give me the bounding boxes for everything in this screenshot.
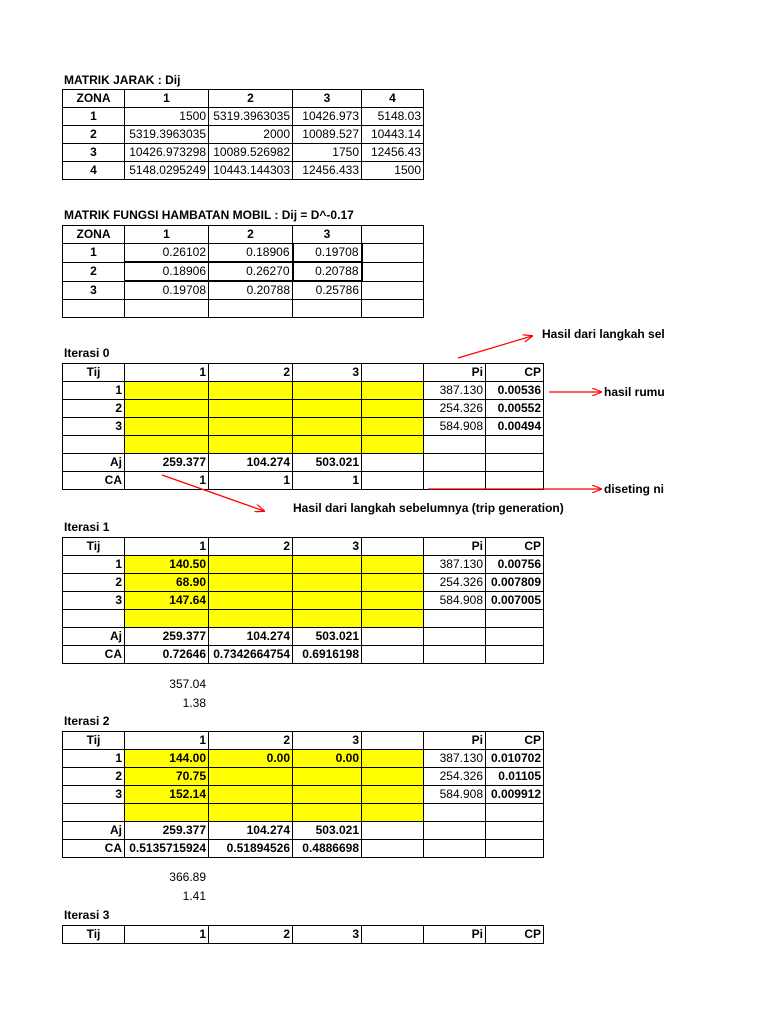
row-label[interactable]: 1 — [63, 382, 125, 400]
table-cell[interactable]: 1500 — [362, 162, 424, 180]
header-cell[interactable]: 3 — [293, 364, 362, 382]
table-cell[interactable]: 5148.0295249 — [125, 162, 209, 180]
header-cell[interactable]: 1 — [125, 732, 209, 750]
header-cell[interactable]: 2 — [209, 226, 293, 244]
header-cell[interactable]: 2 — [209, 90, 293, 108]
iterasi-2-ratio[interactable]: 1.41 — [182, 889, 206, 903]
header-cell[interactable]: 3 — [293, 732, 362, 750]
table-cell[interactable]: 387.130 — [424, 556, 486, 574]
annotation-note-1: Hasil dari langkah sel — [542, 327, 665, 341]
table-cell[interactable]: 12456.43 — [362, 144, 424, 162]
header-cell[interactable]: CP — [486, 364, 544, 382]
header-cell[interactable]: 2 — [209, 538, 293, 556]
table-cell[interactable]: 10426.973 — [293, 108, 362, 126]
table-cell[interactable]: 0.18906 — [209, 244, 293, 263]
table-cell[interactable]: 0.6916198 — [293, 646, 362, 664]
table-cell[interactable]: 104.274 — [209, 822, 293, 840]
table-cell[interactable]: 68.90 — [125, 574, 209, 592]
header-cell[interactable]: Pi — [424, 538, 486, 556]
table-cell[interactable]: 0.72646 — [125, 646, 209, 664]
table-cell[interactable]: 5319.3963035 — [125, 126, 209, 144]
table-cell[interactable]: 259.377 — [125, 628, 209, 646]
header-cell[interactable]: 1 — [125, 926, 209, 944]
header-cell[interactable]: 3 — [293, 538, 362, 556]
table-cell[interactable]: 387.130 — [424, 382, 486, 400]
table-cell[interactable]: 0.00536 — [486, 382, 544, 400]
table-cell[interactable]: 0.010702 — [486, 750, 544, 768]
table-cell[interactable]: 0.007005 — [486, 592, 544, 610]
header-cell[interactable]: ZONA — [63, 90, 125, 108]
table-cell[interactable]: 0.00756 — [486, 556, 544, 574]
table-cell[interactable]: 503.021 — [293, 628, 362, 646]
header-cell[interactable]: ZONA — [63, 226, 125, 244]
annotation-note-2: hasil rumu — [604, 385, 665, 399]
header-cell[interactable]: 2 — [209, 732, 293, 750]
header-cell[interactable]: 1 — [125, 538, 209, 556]
table-cell[interactable]: 0.19708 — [293, 244, 362, 263]
table-cell[interactable]: 104.274 — [209, 628, 293, 646]
table-cell[interactable]: 584.908 — [424, 786, 486, 804]
header-cell[interactable]: 1 — [125, 364, 209, 382]
row-label[interactable]: 1 — [63, 750, 125, 768]
table-cell[interactable]: 0.4886698 — [293, 840, 362, 858]
table-cell[interactable]: 503.021 — [293, 822, 362, 840]
zone-cell[interactable]: 4 — [63, 162, 125, 180]
header-cell[interactable]: Pi — [424, 364, 486, 382]
table-cell[interactable]: 259.377 — [125, 454, 209, 472]
row-label[interactable]: 2 — [63, 400, 125, 418]
iterasi-1-sum[interactable]: 357.04 — [169, 677, 206, 691]
zone-cell[interactable]: 2 — [63, 126, 125, 144]
table-cell[interactable]: 70.75 — [125, 768, 209, 786]
header-cell[interactable]: 3 — [293, 926, 362, 944]
header-cell[interactable]: CP — [486, 538, 544, 556]
row-label[interactable]: 3 — [63, 786, 125, 804]
table-cell[interactable]: 5319.3963035 — [209, 108, 293, 126]
table-cell[interactable]: 12456.433 — [293, 162, 362, 180]
header-cell[interactable]: Tij — [63, 926, 125, 944]
table-cell[interactable]: 254.326 — [424, 768, 486, 786]
table-cell[interactable]: 259.377 — [125, 822, 209, 840]
row-label[interactable]: CA — [63, 646, 125, 664]
header-cell[interactable]: 1 — [125, 226, 209, 244]
header-cell[interactable]: Tij — [63, 732, 125, 750]
row-label[interactable]: 3 — [63, 592, 125, 610]
header-cell[interactable]: Pi — [424, 926, 486, 944]
row-label[interactable]: 2 — [63, 768, 125, 786]
table-cell[interactable]: 0.20788 — [209, 281, 293, 300]
table-cell[interactable]: 10089.527 — [293, 126, 362, 144]
table-cell[interactable]: 10089.526982 — [209, 144, 293, 162]
zone-cell[interactable]: 3 — [63, 144, 125, 162]
matrik-jarak-title: MATRIK JARAK : Dij — [64, 73, 181, 87]
table-cell[interactable]: 0.00552 — [486, 400, 544, 418]
table-cell[interactable]: 503.021 — [293, 454, 362, 472]
table-cell[interactable]: 0.7342664754 — [209, 646, 293, 664]
zone-cell[interactable]: 3 — [63, 281, 125, 300]
iterasi-0-title: Iterasi 0 — [64, 346, 110, 360]
table-cell[interactable]: 1750 — [293, 144, 362, 162]
table-cell[interactable]: 0.26270 — [209, 262, 293, 281]
iterasi-3-title: Iterasi 3 — [64, 908, 110, 922]
header-cell[interactable]: Tij — [63, 364, 125, 382]
row-label[interactable]: CA — [63, 840, 125, 858]
zone-cell[interactable]: 1 — [63, 244, 125, 263]
table-cell[interactable]: 584.908 — [424, 418, 486, 436]
header-cell[interactable]: 3 — [293, 90, 362, 108]
table-cell[interactable]: 0.19708 — [125, 281, 209, 300]
table-cell[interactable]: 254.326 — [424, 574, 486, 592]
table-cell[interactable]: 0.20788 — [293, 262, 362, 281]
table-cell[interactable]: 1500 — [125, 108, 209, 126]
table-cell[interactable]: 10443.14 — [362, 126, 424, 144]
row-label[interactable]: Aj — [63, 628, 125, 646]
header-cell[interactable]: Tij — [63, 538, 125, 556]
table-cell[interactable]: 0.26102 — [125, 244, 209, 263]
row-label[interactable]: CA — [63, 472, 125, 490]
table-cell[interactable]: 0.00494 — [486, 418, 544, 436]
table-cell[interactable]: 254.326 — [424, 400, 486, 418]
table-cell[interactable]: 144.00 — [125, 750, 209, 768]
header-cell[interactable]: 2 — [209, 926, 293, 944]
row-label[interactable]: 2 — [63, 574, 125, 592]
annotation-note-4: Hasil dari langkah sebelumnya (trip generation) — [293, 501, 564, 515]
table-cell[interactable]: 104.274 — [209, 454, 293, 472]
row-label[interactable]: Aj — [63, 454, 125, 472]
table-cell[interactable]: 0.25786 — [293, 281, 362, 300]
zone-cell[interactable]: 2 — [63, 262, 125, 281]
row-label[interactable]: 3 — [63, 418, 125, 436]
table-cell[interactable]: 2000 — [209, 126, 293, 144]
annotation-note-3: diseting ni — [604, 482, 664, 496]
header-cell[interactable]: 3 — [293, 226, 362, 244]
iterasi-1-ratio[interactable]: 1.38 — [182, 696, 206, 710]
zone-cell[interactable]: 1 — [63, 108, 125, 126]
arrow-to-note-4 — [162, 475, 264, 511]
table-cell[interactable]: 0.007809 — [486, 574, 544, 592]
header-cell[interactable]: CP — [486, 926, 544, 944]
table-cell[interactable]: 0.009912 — [486, 786, 544, 804]
table-cell[interactable]: 152.14 — [125, 786, 209, 804]
table-cell[interactable]: 584.908 — [424, 592, 486, 610]
iterasi-1-title: Iterasi 1 — [64, 520, 110, 534]
table-cell[interactable]: 5148.03 — [362, 108, 424, 126]
table-cell[interactable]: 10426.973298 — [125, 144, 209, 162]
header-cell[interactable]: 4 — [362, 90, 424, 108]
iterasi-2-title: Iterasi 2 — [64, 714, 110, 728]
row-label[interactable]: 1 — [63, 556, 125, 574]
header-cell[interactable]: CP — [486, 732, 544, 750]
table-cell[interactable]: 10443.144303 — [209, 162, 293, 180]
table-cell[interactable]: 0.00 — [209, 750, 293, 768]
table-cell[interactable]: 0.5135715924 — [125, 840, 209, 858]
header-cell[interactable]: Pi — [424, 732, 486, 750]
table-cell[interactable]: 147.64 — [125, 592, 209, 610]
table-cell[interactable]: 0.51894526 — [209, 840, 293, 858]
row-label[interactable]: Aj — [63, 822, 125, 840]
table-cell[interactable]: 1 — [209, 472, 293, 490]
table-cell[interactable]: 0.01105 — [486, 768, 544, 786]
header-cell[interactable]: 1 — [125, 90, 209, 108]
table-cell[interactable]: 1 — [293, 472, 362, 490]
table-cell[interactable]: 1 — [125, 472, 209, 490]
matrik-hambatan-title: MATRIK FUNGSI HAMBATAN MOBIL : Dij = D^-0.17 — [64, 208, 354, 222]
arrow-to-note-1 — [458, 336, 532, 358]
table-cell[interactable]: 0.00 — [293, 750, 362, 768]
table-cell[interactable]: 140.50 — [125, 556, 209, 574]
table-cell[interactable]: 0.18906 — [125, 262, 209, 281]
iterasi-2-sum[interactable]: 366.89 — [169, 870, 206, 884]
table-cell[interactable]: 387.130 — [424, 750, 486, 768]
header-cell[interactable]: 2 — [209, 364, 293, 382]
